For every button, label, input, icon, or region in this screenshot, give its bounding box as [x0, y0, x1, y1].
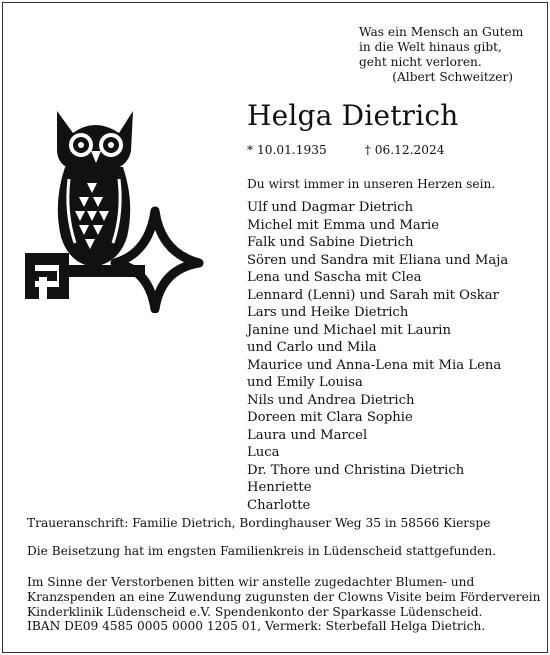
quote-line: geht nicht verloren. — [359, 55, 482, 69]
mourner-line: Lennard (Lenni) und Sarah mit Oskar — [247, 287, 499, 303]
donation-line: Kinderklinik Lüdenscheid e.V. Spendenkonto der Sparkasse Lüdenscheid. — [27, 604, 483, 619]
mourning-address: Traueranschrift: Familie Dietrich, Bordinghauser Weg 35 in 58566 Kierspe — [27, 516, 491, 530]
deceased-name: Helga Dietrich — [247, 99, 459, 132]
motto: Du wirst immer in unseren Herzen sein. — [247, 177, 496, 191]
donation-line: Im Sinne der Verstorbenen bitten wir anstelle zugedachter Blumen- und — [27, 575, 475, 589]
quote-line: Was ein Mensch an Gutem — [359, 25, 524, 39]
mourner-line: Nils und Andrea Dietrich — [247, 392, 415, 408]
obituary-notice — [2, 2, 548, 653]
life-dates — [247, 143, 445, 157]
mourner-line: Lena und Sascha mit Clea — [247, 270, 422, 285]
mourner-line: Luca — [247, 445, 280, 460]
mourner-line: und Emily Louisa — [247, 375, 363, 390]
mourner-line: Charlotte — [247, 497, 311, 513]
mourner-line: Sören und Sandra mit Eliana und Maja — [247, 252, 509, 268]
mourner-line: Henriette — [247, 480, 312, 495]
mourner-line: Laura und Marcel — [247, 427, 368, 443]
death-date: † 06.12.2024 — [364, 143, 445, 157]
mourner-line: Falk und Sabine Dietrich — [247, 235, 414, 250]
mourner-line: Lars und Heike Dietrich — [247, 305, 409, 320]
quote-author: (Albert Schweitzer) — [392, 70, 513, 84]
mourner-line: Ulf und Dagmar Dietrich — [247, 200, 414, 215]
quote-line: in die Welt hinaus gibt, — [359, 40, 502, 54]
mourner-line: Maurice und Anna-Lena mit Mia Lena — [247, 357, 502, 373]
mourner-line: Janine und Michael mit Laurin — [247, 322, 451, 338]
donation-line: IBAN DE09 4585 0005 0000 1205 01, Vermerk: Sterbefall Helga Dietrich. — [27, 619, 486, 634]
mourner-line: Michel mit Emma und Marie — [247, 217, 440, 233]
donation-line: Kranzspenden an eine Zuwendung zugunsten der Clowns Visite beim Förderverein — [27, 589, 541, 604]
donation-note — [27, 575, 541, 634]
mourner-line: und Carlo und Mila — [247, 340, 377, 355]
birth-date: * 10.01.1935 — [247, 143, 327, 157]
owl-on-key-and-star-icon — [23, 103, 233, 313]
funeral-note: Die Beisetzung hat im engsten Familienkreis in Lüdenscheid stattgefunden. — [27, 544, 497, 558]
mourner-line: Dr. Thore und Christina Dietrich — [247, 462, 465, 478]
quote-block — [359, 25, 529, 85]
mourner-line: Doreen mit Clara Sophie — [247, 410, 413, 425]
mourners-list — [247, 199, 508, 514]
